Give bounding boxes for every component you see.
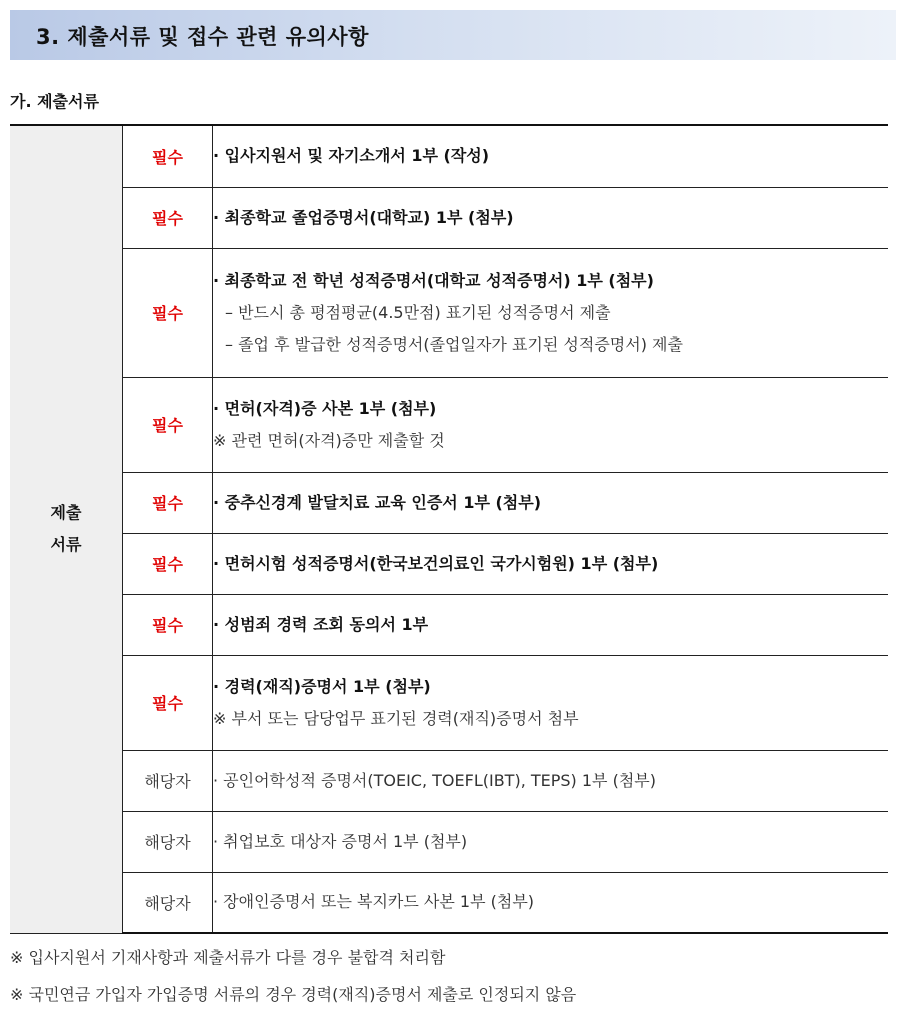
status-badge: 필수 [123, 533, 213, 594]
section-title: 3. 제출서류 및 접수 관련 유의사항 [36, 25, 369, 49]
document-cell [213, 872, 889, 933]
table-row [10, 533, 888, 594]
document-cell [213, 533, 889, 594]
document-cell [213, 655, 889, 750]
status-badge: 필수 [123, 125, 213, 187]
document-cell [213, 472, 889, 533]
table-row [10, 377, 888, 472]
subheading: 가. 제출서류 [10, 92, 99, 111]
document-title: · 입사지원서 및 자기소개서 1부 (작성) [213, 146, 490, 166]
group-label-cell [10, 125, 123, 933]
document-cell [213, 594, 889, 655]
status-badge: 필수 [123, 248, 213, 377]
section-banner [10, 10, 896, 60]
document-title: · 면허(자격)증 사본 1부 (첨부) [213, 398, 437, 418]
document-title: · 최종학교 전 학년 성적증명서(대학교 성적증명서) 1부 (첨부) [213, 270, 654, 290]
table-row [10, 750, 888, 811]
document-cell [213, 811, 889, 872]
document-title: · 면허시험 성적증명서(한국보건의료인 국가시험원) 1부 (첨부) [213, 553, 659, 573]
document-title: · 공인어학성적 증명서(TOEIC, TOEFL(IBT), TEPS) 1부 (첨부) [213, 770, 656, 790]
document-cell [213, 750, 889, 811]
footnote: ※ 입사지원서 기재사항과 제출서류가 다를 경우 불합격 처리함 [10, 948, 446, 967]
table-row [10, 811, 888, 872]
documents-table [10, 124, 888, 934]
status-badge: 필수 [123, 377, 213, 472]
status-badge: 해당자 [123, 811, 213, 872]
group-label-line: 제출 [50, 503, 82, 523]
document-cell [213, 248, 889, 377]
document-cell [213, 187, 889, 248]
table-row [10, 472, 888, 533]
status-badge: 해당자 [123, 750, 213, 811]
table-row [10, 872, 888, 933]
document-detail: – 졸업 후 발급한 성적증명서(졸업일자가 표기된 성적증명서) 제출 [225, 334, 683, 354]
document-cell [213, 377, 889, 472]
table-row [10, 655, 888, 750]
document-detail: ※ 관련 면허(자격)증만 제출할 것 [213, 430, 445, 450]
table-row [10, 594, 888, 655]
document-title: · 최종학교 졸업증명서(대학교) 1부 (첨부) [213, 207, 514, 227]
table-row [10, 125, 888, 187]
status-badge: 필수 [123, 472, 213, 533]
document-title: · 성범죄 경력 조회 동의서 1부 [213, 614, 429, 634]
status-badge: 해당자 [123, 872, 213, 933]
document-title: · 경력(재직)증명서 1부 (첨부) [213, 676, 431, 696]
table-row [10, 187, 888, 248]
document-detail: ※ 부서 또는 담당업무 표기된 경력(재직)증명서 첨부 [213, 708, 579, 728]
status-badge: 필수 [123, 655, 213, 750]
document-title: · 중추신경계 발달치료 교육 인증서 1부 (첨부) [213, 492, 542, 512]
footnote: ※ 국민연금 가입자 가입증명 서류의 경우 경력(재직)증명서 제출로 인정되지 않음 [10, 985, 577, 1004]
document-detail: – 반드시 총 평점평균(4.5만점) 표기된 성적증명서 제출 [225, 302, 611, 322]
document-title: · 장애인증명서 또는 복지카드 사본 1부 (첨부) [213, 892, 535, 912]
document-title: · 취업보호 대상자 증명서 1부 (첨부) [213, 831, 468, 851]
document-cell [213, 125, 889, 187]
status-badge: 필수 [123, 187, 213, 248]
table-row [10, 248, 888, 377]
status-badge: 필수 [123, 594, 213, 655]
group-label-line: 서류 [50, 535, 82, 555]
